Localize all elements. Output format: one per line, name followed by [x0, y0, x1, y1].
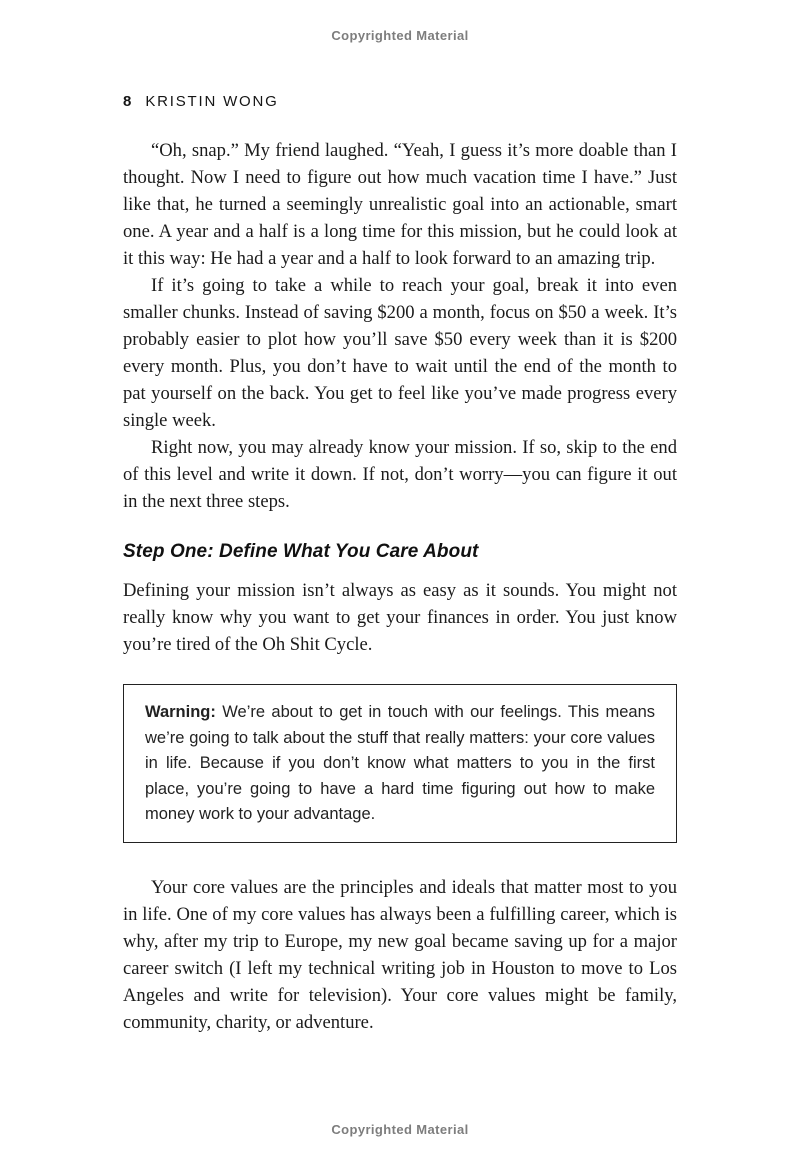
body-paragraph: Defining your mission isn’t always as easy as it sounds. You might not really know why you want to get your finances in order. You just know you’re tired of the Oh Shit Cycle. [123, 580, 677, 655]
warning-label: Warning: [145, 703, 216, 721]
body-paragraph: Your core values are the principles and ideals that matter most to you in life. One of my core values has always been a fulfilling career, which is why, after my trip to Europe, my new goal became saving up for a major career switch (I left my technical writing job in Houston to move to Los Angeles and write for television). Your core values might be family, community, charity, or adventure. [123, 876, 677, 1033]
warning-box [123, 684, 677, 843]
body-paragraph: If it’s going to take a while to reach your goal, break it into even smaller chunks. Instead of saving $200 a month, focus on $50 a week. It’s probably easier to plot how you’ll save $50 every week than it is $200 every month. Plus, you don’t have to wait until the end of the month to pat yourself on the back. You get to feel like you’ve made progress every single week. [123, 275, 677, 431]
warning-text: We’re about to get in touch with our feelings. This means we’re going to talk about the stuff that really matters: your core values in life. Because if you don’t know what matters to you in the first place, you’re going to have a hard time figuring out how to make money work to your advantage. [145, 703, 655, 824]
copyright-notice-top: Copyrighted Material [331, 28, 469, 43]
section-heading: Step One: Define What You Care About [123, 541, 479, 562]
running-head-author: KRISTIN WONG [145, 93, 279, 110]
page-number: 8 [123, 93, 132, 110]
body-copy [123, 137, 677, 1036]
body-paragraph: “Oh, snap.” My friend laughed. “Yeah, I guess it’s more doable than I thought. Now I need to figure out how much vacation time I have.” Just like that, he turned a seemingly unrealistic goal into an actionable, smart one. A year and a half is a long time for this mission, but he could look at it this way: He had a year and a half to look forward to an amazing trip. [123, 140, 677, 269]
running-head [123, 93, 677, 110]
copyright-notice-bottom: Copyrighted Material [331, 1122, 469, 1137]
body-paragraph: Right now, you may already know your mission. If so, skip to the end of this level and write it down. If not, don’t worry—you can figure it out in the next three steps. [123, 437, 677, 512]
